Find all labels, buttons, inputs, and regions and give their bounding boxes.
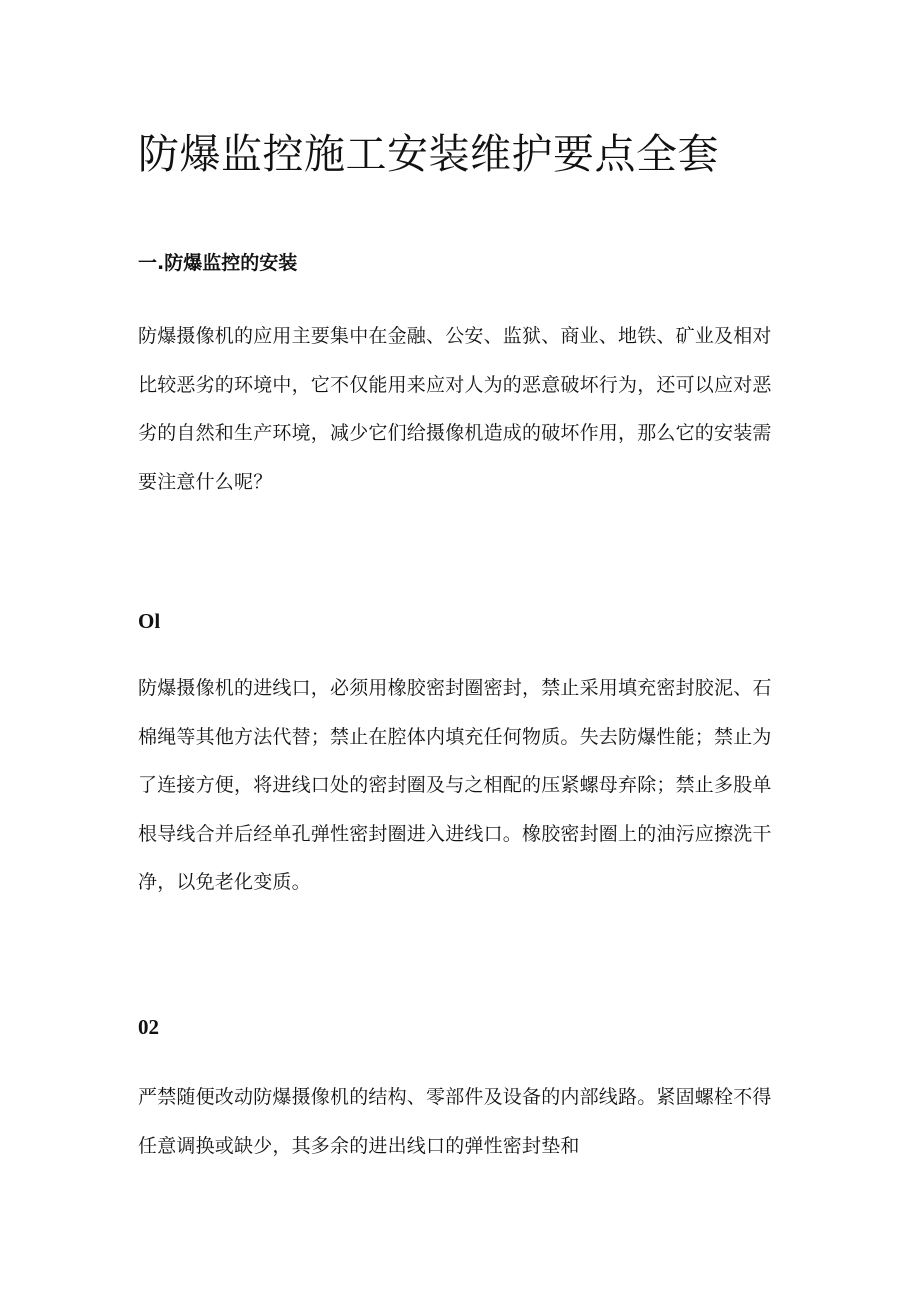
item-paragraph-01: 防爆摄像机的进线口，必须用橡胶密封圈密封，禁止采用填充密封胶泥、石棉绳等其他方法代替；禁止在腔体内填充任何物质。失去防爆性能；禁止为了连接方便，将进线口处的密封圈及与之相配的压紧螺母弃除；禁止多股单根导线合并后经单孔弹性密封圈进入进线口。橡胶密封圈上的油污应擦洗干净，以免老化变质。 <box>138 677 772 893</box>
item-number-01: Ol <box>138 609 161 633</box>
item-number-02: 02 <box>138 1015 159 1039</box>
section-heading: 一.防爆监控的安装 <box>138 252 298 274</box>
intro-paragraph: 防爆摄像机的应用主要集中在金融、公安、监狱、商业、地铁、矿业及相对比较恶劣的环境中，它不仅能用来应对人为的恶意破坏行为，还可以应对恶劣的自然和生产环境，减少它们给摄像机造成的破坏作用，那么它的安装需要注意什么呢？ <box>138 325 772 493</box>
document-title: 防爆监控施工安装维护要点全套 <box>138 130 719 178</box>
item-paragraph-02: 严禁随便改动防爆摄像机的结构、零部件及设备的内部线路。紧固螺栓不得任意调换或缺少，其多余的进出线口的弹性密封垫和 <box>138 1086 772 1157</box>
